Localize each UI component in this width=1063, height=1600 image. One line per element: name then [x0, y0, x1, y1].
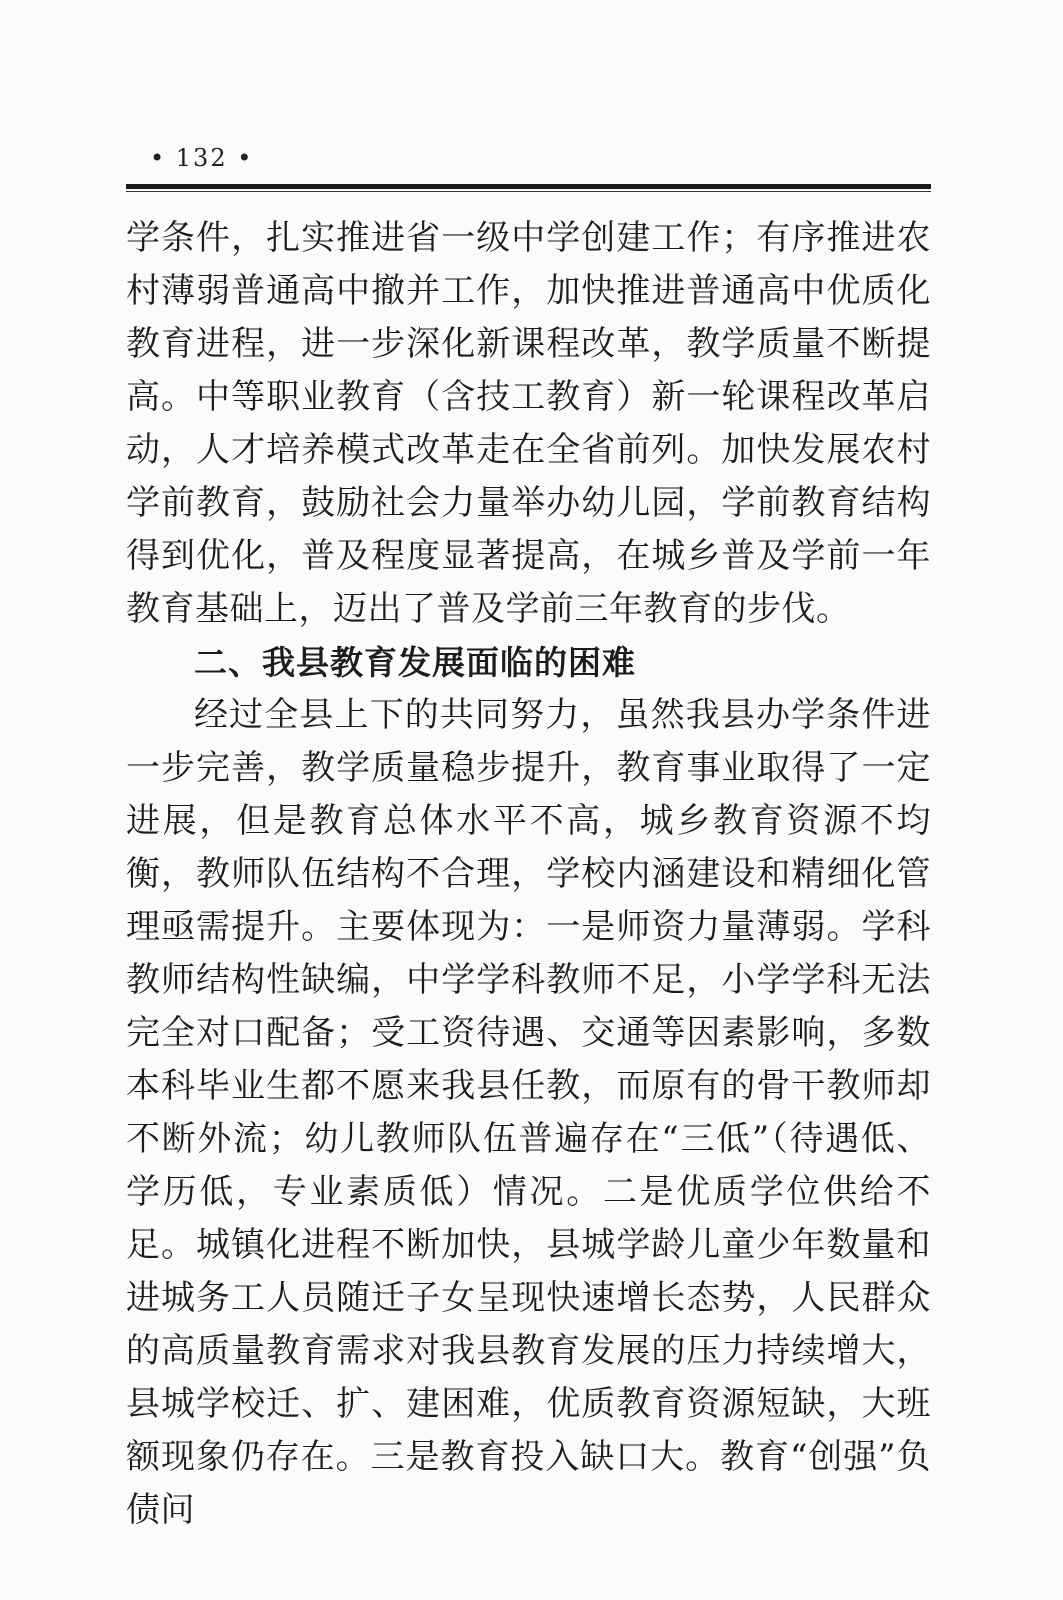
paragraph-difficulties: 经过全县上下的共同努力，虽然我县办学条件进一步完善，教学质量稳步提升，教育事业取得了一定进展，但是教育总体水平不高，城乡教育资源不均衡，教师队伍结构不合理，学校内涵建设和精细化管理亟需提升。主要体现为：一是师资力量薄弱。学科教师结构性缺编，中学学科教师不足，小学学科无法完全对口配备；受工资待遇、交通等因素影响，多数本科毕业生都不愿来我县任教，而原有的骨干教师却不断外流；幼儿教师队伍普遍存在“三低”（待遇低、学历低，专业素质低）情况。二是优质学位供给不足。城镇化进程不断加快，县城学龄儿童少年数量和进城务工人员随迁子女呈现快速增长态势，人民群众的高质量教育需求对我县教育发展的压力持续增大，县城学校迁、扩、建困难，优质教育资源短缺，大班额现象仍存在。三是教育投入缺口大。教育“创强”负债问	[126, 695, 931, 1530]
header-rule-thick	[126, 184, 931, 189]
paragraph-continued: 学条件，扎实推进省一级中学创建工作；有序推进农村薄弱普通高中撤并工作，加快推进普通高中优质化教育进程，进一步深化新课程改革，教学质量不断提高。中等职业教育（含技工教育）新一轮课程改革启动，人才培养模式改革走在全省前列。加快发展农村学前教育，鼓励社会力量举办幼儿园，学前教育结构得到优化，普及程度显著提高，在城乡普及学前一年教育基础上，迈出了普及学前三年教育的步伐。	[126, 218, 931, 629]
page-body	[126, 212, 931, 1537]
page-number: • 132 •	[150, 144, 254, 172]
section-heading: 二、我县教育发展面临的困难	[194, 643, 636, 682]
header-rule-thin	[126, 191, 931, 192]
